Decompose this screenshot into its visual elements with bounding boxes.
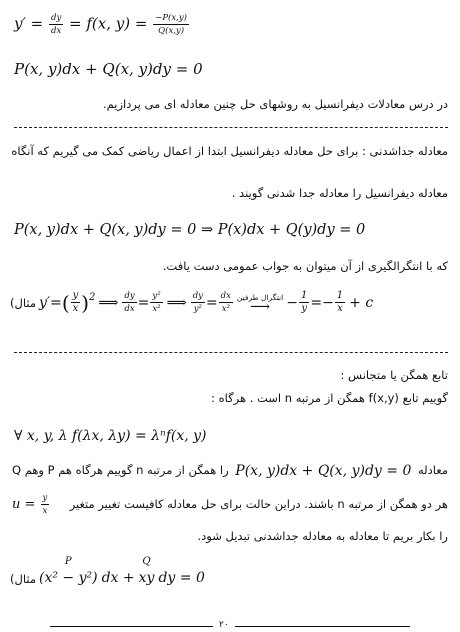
example-2-label: مثال): [10, 572, 36, 586]
integrate-arrow-label: انتگرال طرفین: [236, 293, 284, 302]
homogeneous-title: تابع همگن یا متجانس :: [340, 368, 448, 382]
example-1-equation: مثال) y′= ( $\frac{y}{x}$ ) $^2$ ⟹ $\frac{dy}{dx}$ = $\frac{\text{y²}}{\text{x²}}$ ⟹ $\frac{dy}{\text{y²}}$ = $\frac{dx}{\text{x²}}$ انتگرال طرفین ⟶ − $\frac{1}{y}$ = − $\frac{1}{x}$ + c: [10, 290, 374, 315]
example-2-equation: مثال) P (x² − y²) dx + Q xy dy = 0: [10, 556, 205, 586]
example-1-label: مثال): [10, 295, 36, 310]
substitution-u: u = $\frac{y}{x}$: [12, 493, 48, 516]
homogeneous-line-3: را بکار بریم تا معادله به معادله جداشدنی تبدیل شود.: [197, 529, 448, 543]
equation-pq: P(x, y)dx + Q(x, y)dy = 0: [14, 60, 203, 78]
separable-conclusion: که با انتگرالگیری از آن میتوان به جواب عمومی دست یافت.: [162, 259, 448, 273]
homogeneous-line-2: هر دو همگن از مرتبه n باشند. دراین حالت برای حل معادله کافیست تغییر متغیر u = $\frac{y}{x}$: [12, 493, 448, 516]
separable-paragraph: معادله جداشدنی : برای حل معادله دیفرانسیل ابتدا از اعمال ریاضی کمک می گیریم که آنگاه: [11, 144, 448, 158]
separable-definition: معادله دیفرانسیل را معادله جدا شدنی گویند .: [231, 186, 448, 200]
divider-2: [14, 352, 448, 353]
homogeneous-line-1: معادله P(x, y)dx + Q(x, y)dy = 0 را همگن از مرتبه n گوییم هرگاه هم P وهم Q: [12, 462, 448, 479]
equation-y-prime: y′ = $\frac{dy}{dx}$ = f(x, y) = $\frac{-P(x,y)}{Q(x,y)}$: [14, 13, 187, 36]
page-number: ۲۰: [213, 620, 235, 630]
intro-text: در درس معادلات دیفرانسیل به روشهای حل چنین معادله ای می پردازیم.: [102, 97, 448, 111]
divider-1: [14, 127, 448, 128]
homogeneous-definition: گوییم تابع f(x,y) همگن از مرتبه n است . هرگاه :: [211, 391, 448, 405]
equation-homogeneous: ∀ x, y, λ f(λx, λy) = λⁿf(x, y): [14, 428, 207, 444]
equation-separable: P(x, y)dx + Q(x, y)dy = 0 ⇒ P(x)dx + Q(y)dy = 0: [14, 222, 366, 238]
